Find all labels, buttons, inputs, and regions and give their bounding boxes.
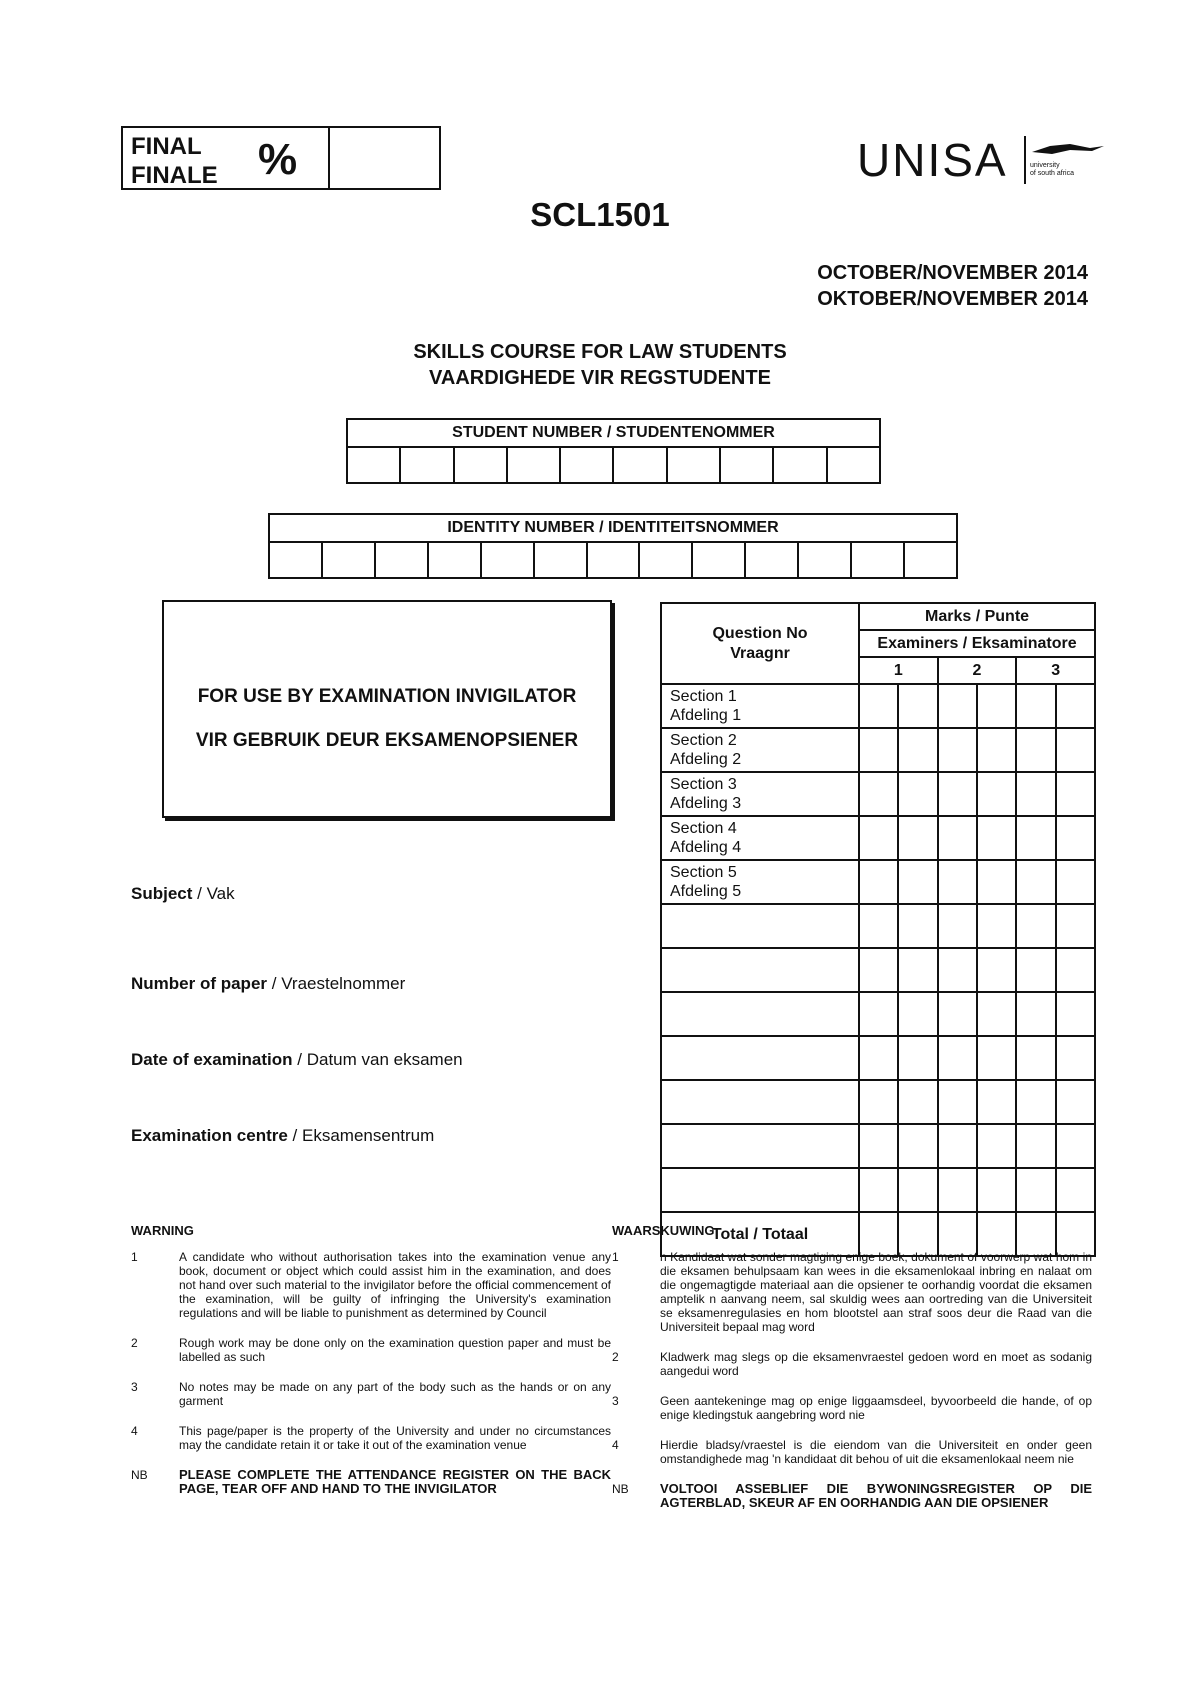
identity-number-box (268, 513, 958, 579)
identity-number-label: IDENTITY NUMBER / IDENTITEITSNOMMER (270, 515, 956, 543)
digit-cell[interactable] (799, 543, 852, 579)
bird-icon (1030, 140, 1106, 158)
course-title: SKILLS COURSE FOR LAW STUDENTS VAARDIGHEDE VIR REGSTUDENTE (413, 341, 787, 389)
section-label: Section 4 Afdeling 4 (661, 816, 859, 860)
invigilator-line-af: VIR GEBRUIK DEUR EKSAMENOPSIENER (195, 730, 579, 751)
table-row (661, 1036, 1095, 1080)
list-item: NB VOLTOOI ASSEBLIEF DIE BYWONINGSREGISTER OP DIE AGTERBLAD, SKEUR AF EN OORHANDIG AAN DIE OPSIENER (612, 1481, 1092, 1510)
field-exam-date: Date of examination / Datum van eksamen (131, 1050, 463, 1069)
section-label: Section 5 Afdeling 5 (661, 860, 859, 904)
digit-cell[interactable] (746, 543, 799, 579)
list-item: NB PLEASE COMPLETE THE ATTENDANCE REGISTER ON THE BACK PAGE, TEAR OFF AND HAND TO THE INVIGILATOR (131, 1467, 611, 1496)
examiner-1: 1 (859, 657, 938, 684)
table-row (661, 948, 1095, 992)
digit-cell[interactable] (270, 543, 323, 579)
table-row (661, 684, 1095, 728)
warning-title: WARNING (131, 1223, 194, 1238)
list-item: 2 Kladwerk mag slegs op die eksamenvraestel gedoen word en moet as sodanig aangedui word (612, 1350, 1092, 1378)
digit-cell[interactable] (774, 448, 827, 484)
logo-text: UNISA (857, 134, 1008, 186)
examiner-2: 2 (938, 657, 1017, 684)
question-no-header: Question No Vraagnr (661, 603, 859, 684)
digit-cell[interactable] (348, 448, 401, 484)
student-number-box (346, 418, 881, 484)
digit-cell[interactable] (640, 543, 693, 579)
table-row (661, 728, 1095, 772)
logo-tagline: university of south africa (1030, 162, 1074, 177)
digit-cell[interactable] (535, 543, 588, 579)
identity-number-cells[interactable] (270, 543, 956, 579)
student-number-label: STUDENT NUMBER / STUDENTENOMMER (348, 420, 879, 448)
digit-cell[interactable] (721, 448, 774, 484)
field-exam-centre: Examination centre / Eksamensentrum (131, 1126, 435, 1145)
warning-section (131, 1224, 611, 1512)
student-number-cells[interactable] (348, 448, 879, 484)
section-label: Section 3 Afdeling 3 (661, 772, 859, 816)
waarskuwing-section (612, 1224, 1092, 1526)
list-item: 1 n Kandidaat wat sonder magtiging enige boek, dokument of voorwerp wat hom in die eksamen behulpsaam kan wees in die eksamenlokaal inbring en nalaat om die ongemagtigde materiaal aan die opsiener te oorhandig voordat die eksamen amptelik n aanvang neem, sal skuldig wees aan oortreding van die Universiteit se eksamenregulasies en hom blootstel aan straf soos deur die Raad van die Universiteit bepaal mag word (612, 1250, 1092, 1334)
waarskuwing-title: WAARSKUWING (612, 1223, 715, 1238)
digit-cell[interactable] (508, 448, 561, 484)
digit-cell[interactable] (323, 543, 376, 579)
field-paper-number: Number of paper / Vraestelnommer (131, 974, 406, 993)
digit-cell[interactable] (588, 543, 641, 579)
marks-table (660, 602, 1096, 1257)
list-item: 3 No notes may be made on any part of the body such as the hands or on any garment (131, 1380, 611, 1408)
final-mark-field[interactable] (328, 128, 441, 188)
list-item: 2 Rough work may be done only on the examination question paper and must be labelled as such (131, 1336, 611, 1364)
section-label: Section 1 Afdeling 1 (661, 684, 859, 728)
invigilator-line-en: FOR USE BY EXAMINATION INVIGILATOR (197, 686, 577, 707)
table-row (661, 816, 1095, 860)
examiners-header: Examiners / Eksaminatore (859, 630, 1095, 657)
total-label: Total / Totaal (661, 1212, 859, 1256)
list-item: 1 A candidate who without authorisation takes into the examination venue any book, document or object which could assist him in the examination, and does not hand over such material to the invigilator before the official commencement of the examination, will be guilty of infringing the University's examination regulations and will be liable to punishment as determined by Council (131, 1250, 612, 1320)
exam-date: OCTOBER/NOVEMBER 2014 OKTOBER/NOVEMBER 2014 (817, 262, 1088, 310)
marks-header: Marks / Punte (859, 603, 1095, 630)
digit-cell[interactable] (455, 448, 508, 484)
digit-cell[interactable] (614, 448, 667, 484)
digit-cell[interactable] (828, 448, 879, 484)
digit-cell[interactable] (401, 448, 454, 484)
field-subject: Subject / Vak (131, 884, 235, 903)
table-row (661, 860, 1095, 904)
list-item: 4 This page/paper is the property of the University and under no circumstances may the candidate retain it or take it out of the examination venue (131, 1424, 611, 1452)
digit-cell[interactable] (482, 543, 535, 579)
table-row (661, 1080, 1095, 1124)
table-row (661, 904, 1095, 948)
table-row (661, 992, 1095, 1036)
table-row (661, 1168, 1095, 1212)
digit-cell[interactable] (561, 448, 614, 484)
list-item: 3 Geen aantekeninge mag op enige liggaamsdeel, byvoorbeeld die hande, of op enige kledingstuk aangebring word nie (612, 1394, 1092, 1422)
invigilator-box (162, 600, 612, 818)
unisa-logo (857, 134, 1107, 190)
percent-sign: % (258, 135, 298, 184)
examiner-3: 3 (1016, 657, 1095, 684)
digit-cell[interactable] (693, 543, 746, 579)
course-code: SCL1501 (530, 196, 670, 233)
final-mark-box (121, 126, 441, 190)
list-item: 4 Hierdie bladsy/vraestel is die eiendom van die Universiteit en onder geen omstandighede mag 'n kandidaat dit behou of uit die eksamenlokaal neem nie (612, 1438, 1092, 1466)
digit-cell[interactable] (852, 543, 905, 579)
digit-cell[interactable] (668, 448, 721, 484)
section-label: Section 2 Afdeling 2 (661, 728, 859, 772)
table-row (661, 1124, 1095, 1168)
digit-cell[interactable] (376, 543, 429, 579)
digit-cell[interactable] (429, 543, 482, 579)
digit-cell[interactable] (905, 543, 956, 579)
table-row (661, 772, 1095, 816)
final-label: FINAL FINALE (131, 133, 218, 189)
